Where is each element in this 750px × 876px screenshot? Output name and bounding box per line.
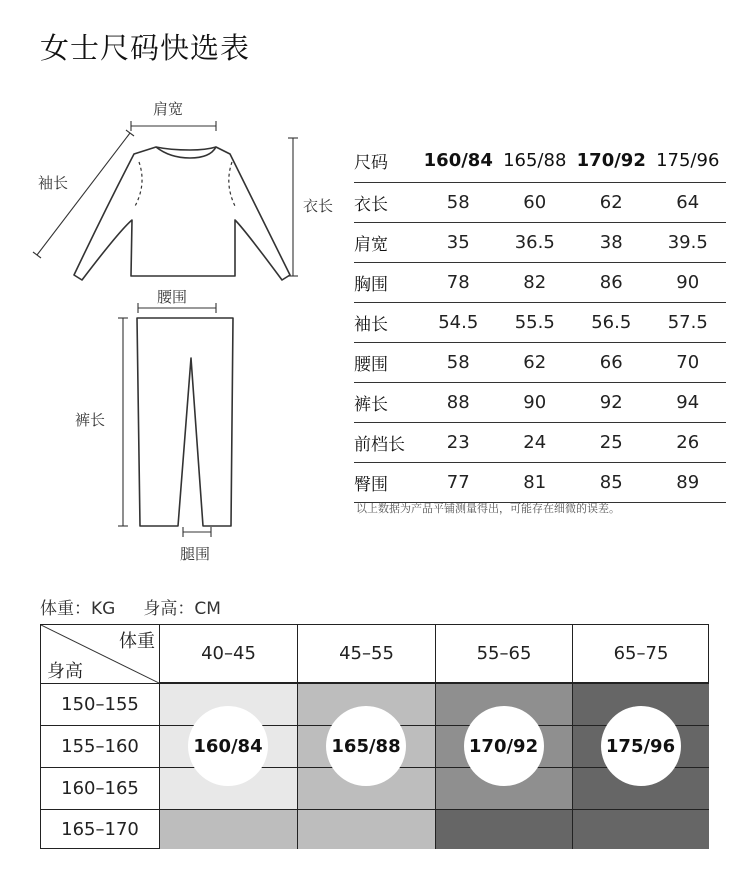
units-row [40,594,249,619]
size-cell: 77 [446,472,470,493]
size-cell: 66 [599,352,623,373]
weight-range-header: 55–65 [435,625,572,683]
size-cell: 88 [446,392,470,413]
pants-outline [137,318,233,526]
size-cell: 60 [523,192,547,213]
size-cell: 81 [523,472,547,493]
size-cell: 86 [599,272,623,293]
measurement-note: 以上数据为产品平铺测量得出，可能存在细微的误差。 [356,502,620,515]
size-cell: 39.5 [667,232,708,253]
size-cell: 56.5 [591,312,632,333]
grid-fill-cell [435,809,572,849]
size-table-row [354,183,726,223]
weight-range-header: 45–55 [297,625,435,683]
size-header-cell: 165/88 [503,149,567,171]
size-cell: 94 [676,392,700,413]
corner-height-label: 身高 [47,661,83,682]
size-header-cell: 170/92 [576,149,646,171]
garment-diagram [20,90,340,570]
thigh-label: 腿围 [180,545,211,563]
recommended-size-badge: 165/88 [326,706,406,786]
size-row-label: 臀围 [354,475,388,495]
size-table-row [354,343,726,383]
size-cell: 92 [599,392,623,413]
weight-unit: 体重：KG [40,599,116,619]
grid-fill-cell [159,809,297,849]
size-row-label: 腰围 [354,355,388,375]
sleeve-label: 袖长 [38,174,69,192]
size-header-cell: 160/84 [423,149,493,171]
size-table [354,138,726,503]
pants-length-label: 裤长 [75,411,106,429]
size-row-label: 衣长 [354,195,388,215]
waist-label: 腰围 [157,288,188,306]
size-cell: 57.5 [667,312,708,333]
size-cell: 55.5 [514,312,555,333]
size-recommendation-grid [40,624,709,849]
weight-range-header: 65–75 [572,625,709,683]
size-cell: 90 [523,392,547,413]
size-table-row [354,423,726,463]
height-range-label: 160–165 [41,767,159,809]
size-table-row [354,303,726,343]
size-row-label: 肩宽 [354,235,388,255]
size-cell: 64 [676,192,700,213]
size-cell: 62 [523,352,547,373]
size-cell: 54.5 [438,312,479,333]
weight-range-header: 40–45 [159,625,297,683]
size-cell: 82 [523,272,547,293]
size-cell: 24 [523,432,547,453]
size-row-label: 胸围 [354,275,388,295]
grid-fill-cell [297,809,435,849]
size-cell: 90 [676,272,700,293]
height-range-label: 165–170 [41,809,159,849]
size-cell: 36.5 [514,232,555,253]
shirt-outline [74,147,290,280]
corner-weight-label: 体重 [119,631,155,652]
size-cell: 78 [446,272,470,293]
size-cell: 38 [599,232,623,253]
size-cell: 58 [446,352,470,373]
size-header-label: 尺码 [354,152,388,173]
size-cell: 85 [599,472,623,493]
size-row-label: 前档长 [354,435,405,455]
height-unit: 身高：CM [143,599,221,619]
shoulder-label: 肩宽 [153,100,184,118]
grid-fill-cell [572,809,709,849]
size-table-row [354,463,726,503]
size-cell: 25 [599,432,623,453]
size-header-cell: 175/96 [656,149,720,171]
recommended-size-badge: 175/96 [601,706,681,786]
recommended-size-badge: 170/92 [464,706,544,786]
size-cell: 70 [676,352,700,373]
size-table-row [354,383,726,423]
size-cell: 26 [676,432,700,453]
size-cell: 89 [676,472,700,493]
size-cell: 35 [446,232,470,253]
size-table-row [354,263,726,303]
size-cell: 58 [446,192,470,213]
size-cell: 62 [599,192,623,213]
size-table-row [354,223,726,263]
size-cell: 23 [446,432,470,453]
height-range-label: 150–155 [41,683,159,725]
page-title: 女士尺码快选表 [40,31,251,65]
size-row-label: 袖长 [354,315,388,335]
size-table-header [354,138,726,183]
height-range-label: 155–160 [41,725,159,767]
recommended-size-badge: 160/84 [188,706,268,786]
size-row-label: 裤长 [354,395,388,415]
top-length-label: 衣长 [303,197,334,215]
